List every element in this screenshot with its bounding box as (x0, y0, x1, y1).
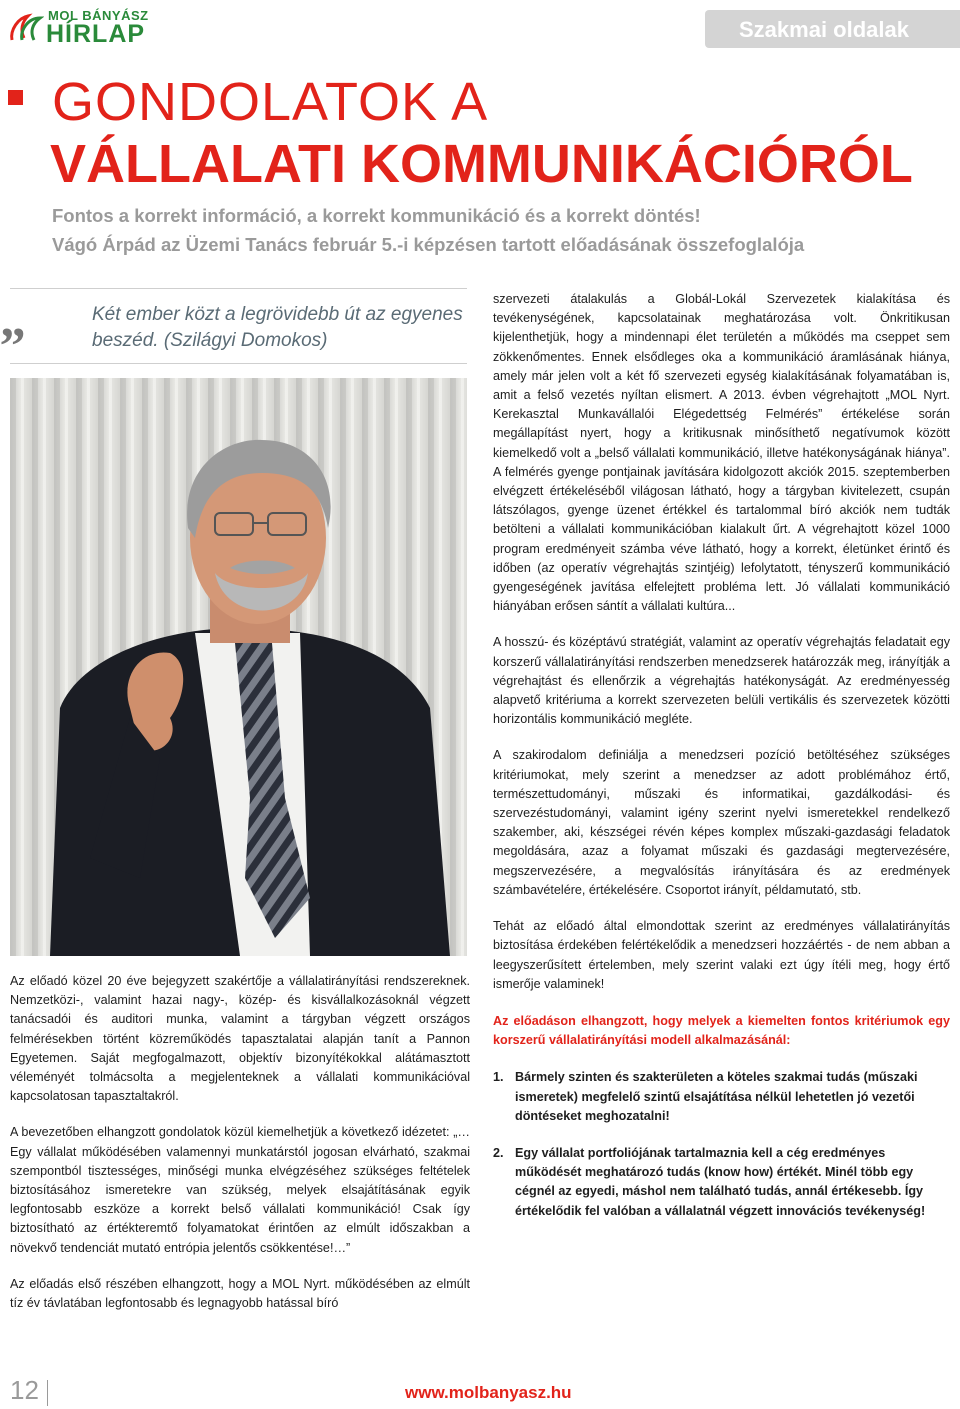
paragraph: szervezeti átalakulás a Globál-Lokál Szervezetek kialakítása és tevékenységének, kapcsolatainak meghatározása volt. Önkritikusan kijelenthetjük, hogy a mindennapi élet területén a működés ma cseppet sem zökkenőmentes. Ennek elsődleges oka a kommunikáció áramlásának hiánya, amely már jelen volt a két fő szervezeti egység kialakításának folyamatában is, amit a felső vezetés nyíltan elismert. A 2013. évben végrehajtott „MOL Nyrt. Kerekasztal Munkavállalói Elégedettség Felmérés” értékelése során megállapítást nyert, hogy a kritikusnak minősíthető negatívumok között kiemelkedő volt a „belső vállalati kommunikáció, illetve hatékonyságának hiánya”. A felmérés gyenge pontjainak javítására kidolgozott akciók 2015. szeptemberben elvégzett értékeléséből világosan látható, hogy a tárgyban kivitelezett, csupán látszólagos, gyenge üzenet értékkel és tartalommal bíró akciók nem tudták betölteni a vállalati kommunikációban kialakult űrt. A végrehajtott közel 1000 program eredményeit számba véve látható, hogy a korrekt, életünket érintő és időben (az operatív végrehajtás szintjéig) lefolytatott, tényszerű kommunikáció gyengeségének javítása elfelejtett probléma lett. Jó vállalati kommunikáció hiányában erősen sántít a vállalati kultúra... (493, 292, 950, 614)
quote-text: Két ember közt a legrövidebb út az egyenes beszéd. (92, 304, 463, 351)
footer-divider (47, 1380, 48, 1406)
highlight-paragraph: Az előadáson elhangzott, hogy melyek a kiemelten fontos kritériumok egy korszerű vállalatirányítási modell alkalmazásánál: (493, 1013, 950, 1048)
left-column (10, 972, 470, 1313)
list-item (493, 1068, 950, 1126)
paragraph: A bevezetőben elhangzott gondolatok közül kiemelhetjük a következő idézetet: „…Egy vállalat működésében valamennyi munkatárstól jogosan elvárható, szakmai szempontból tisztességes, minőségi munka elvégzéséhez szükséges feltételek biztosításához ismeretekre van szükség, melyek elsajátításának egyik legfontosabb eszköze a korrekt belső vállalati kommunikáció! Csak így biztosítható az értékteremtő folyamatokat érintően az elmúlt időszakban a növekvő tendenciát mutató entrópia jelentős csökkentése!…” (10, 1125, 470, 1255)
quote-mark-icon: „ (0, 291, 26, 348)
quote-author: (Szilágyi Domokos) (163, 330, 328, 351)
list-number: 1. (493, 1070, 504, 1085)
section-tab: Szakmai oldalak (705, 10, 960, 48)
quote-rule-top (10, 288, 467, 289)
list-number: 2. (493, 1145, 504, 1160)
speaker-photo-icon (10, 378, 467, 956)
title-line-2: VÁLLALATI KOMMUNIKÁCIÓRÓL (50, 134, 913, 194)
title-bullet (8, 90, 23, 105)
right-column (493, 290, 950, 1221)
list-text: Egy vállalat portfoliójának tartalmaznia kell a cég eredményes működését meghatározó tudás (know how) értékét. Minél több egy cégnél az egyedi, máshol nem található tudás, annál értékesebb. Így értékelődik fel valóban a vállalatnál végzett innovációs tevékenység! (515, 1145, 926, 1218)
paragraph: Tehát az előadó által elmondottak szerint az eredményes vállalatirányítás biztosítása érdekében felértékelődik a menedzseri hozzáértés - de nem abban a leegyszerűsített értelemben, mely szerint valaki ezt úgy ítéli meg, hogy értő ismerője valaminek! (493, 919, 950, 991)
title-line-1: GONDOLATOK A (52, 72, 489, 132)
paragraph: A szakirodalom definiálja a menedzseri pozíció betöltéséhez szükséges kritériumokat, mely szerint a menedzser az adott problémához értő, természettudományi, műszaki és informatikai, gazdálkodási- és szervezéstudományi, valamint igény szerint nyelvi ismeretekkel rendelkező szakember, aki, készségei révén képes komplex műszaki-gazdasági feladatok megoldására, azaz a folyamat műszaki és gazdasági megtervezésére, megszervezésére, a megvalósítás irányítására és az eredmények számbavételére, értékelésére. Csoportot irányít, példamutató, stb. (493, 748, 950, 897)
logo-top-text: MOL BÁNYÁSZ (48, 8, 149, 23)
list-item (493, 1144, 950, 1221)
quote-rule-bottom (10, 363, 467, 364)
paragraph: Az előadó közel 20 éve bejegyzett szakértője a vállalatirányítási rendszereknek. Nemzetközi-, valamint hazai nagy-, közép- és kisvállalkozásoknál végzett tanácsadói és auditori munka, valamint a tárgyban végzett országos felmérésekben történt közreműködés tapasztalatai alapján tanít a Pannon Egyetemen. Saját megfogalmazott, objektív bizonyítékokkal alátámasztott véleményét tolmácsolta a megjelenteknek a vállalati kommunikációval kapcsolatosan tapasztaltakról. (10, 974, 470, 1104)
subtitle-line-2: Vágó Árpád az Üzemi Tanács február 5.-i képzésen tartott előadásának összefoglalója (52, 234, 805, 255)
logo-main-text: HÍRLAP (46, 20, 146, 48)
paragraph: A hosszú- és középtávú stratégiát, valamint az operatív végrehajtás feladatait egy korszerű vállalatirányítási rendszerben menedzserek határozzák meg, irányítják a végrehajtást és ellenőrzik a végrehajtás hatékonyságát. Az eredményesség alapvető kritériuma a korrekt szervezeten belüli vertikális és szervezetek közötti horizontális kommunikáció megléte. (493, 635, 950, 727)
website-link[interactable]: www.molbanyasz.hu (405, 1383, 572, 1402)
paragraph: Az előadás első részében elhangzott, hogy a MOL Nyrt. működésében az elmúlt tíz év távlatában legfontosabb és legnagyobb hatással bíró (10, 1276, 470, 1311)
mol-logo-icon (8, 12, 44, 44)
pull-quote (92, 302, 472, 354)
list-text: Bármely szinten és szakterületen a köteles szakmai tudás (műszaki ismeretek) megfelelő szintű elsajátítása nélkül lehetetlen jó vezetői döntéseket meghozatalni! (515, 1070, 918, 1123)
logo (8, 6, 158, 46)
subtitle-line-1: Fontos a korrekt információ, a korrekt kommunikáció és a korrekt döntés! (52, 205, 701, 226)
page-number: 12 (10, 1375, 39, 1405)
speaker-photo (10, 378, 467, 956)
